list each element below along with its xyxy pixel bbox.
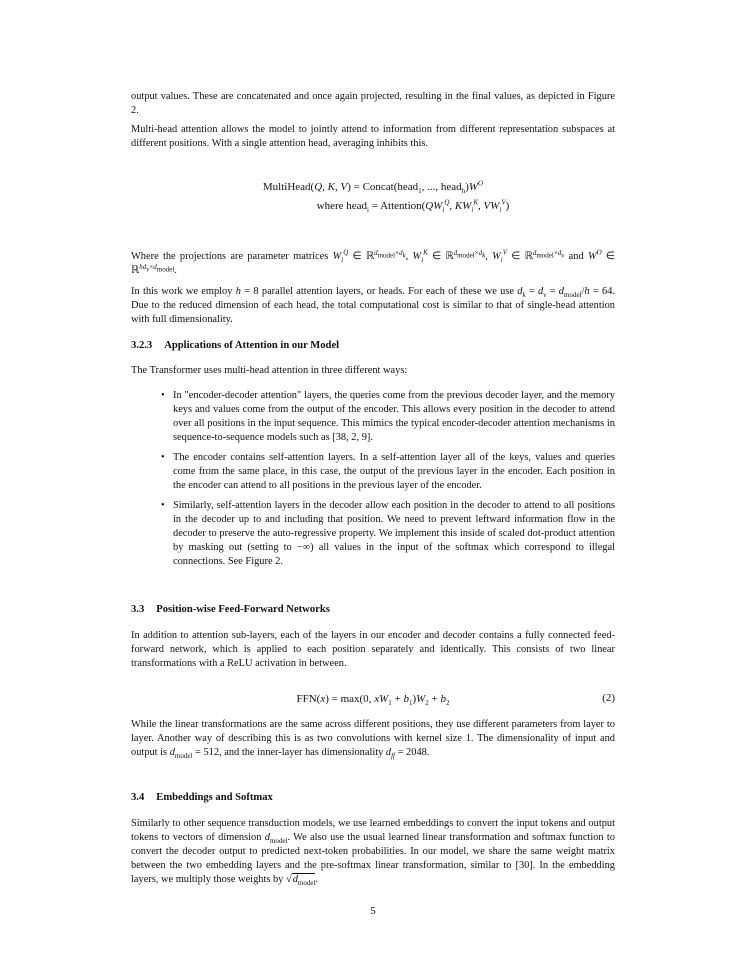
equation-ffn: FFN(x) = max(0, $xW_1 + b_1)W_2 + b_2$ bbox=[296, 693, 450, 708]
equation-head-i: where head$_i$ = $Attention(QW_i^Q$, $KW_i^K$, $VW_i^V$) bbox=[316, 198, 510, 215]
section-heading-3-4: 3.4 Embeddings and Softmax bbox=[131, 792, 273, 803]
list-item: • In "encoder-decoder attention" layers, the queries come from the previous decoder layer, and the memory keys and values come from the output of the encoder. This allows every position in the decoder to attend over all positions in the input sequence. This mimics the typical encoder-decoder attention mechanisms in sequence-to-sequence models such as [38, 2, 9]. bbox=[161, 389, 615, 445]
equation-multihead: MultiHead(Q, K, V) = Concat(head$_1$, ..., $head_h)W^O$ bbox=[262, 179, 484, 196]
list-item: • The encoder contains self-attention layers. In a self-attention layer all of the keys, values and queries come from the same place, in this case, the output of the previous layer in the encoder. Each position in the encoder can attend to all positions in the previous layer of the encoder. bbox=[161, 451, 615, 493]
paragraph-ffn-details: While the linear transformations are the same across different positions, they use different parameters from layer to layer. Another way of describing this is as two convolutions with kernel size 1. The dimensionality of input and output is $d_{model} = 512$, and the inner-layer has dimensionality $d_{ff} = 2048$. bbox=[131, 719, 615, 761]
paragraph-projections: Where the projections are parameter matrices $W_i^Q$ ∈ ℝ$^{d_{model}\times d_k}$, $W_i^K$ ∈ ℝ$^{d_{model}\times d_k}$, $W_i^V$ ∈ ℝ$^{d_{model}\times d_v}$ and $W^O$ ∈ ℝ$^{hd_v\times d_{model}}$. bbox=[131, 248, 615, 276]
paragraph-three-ways: The Transformer uses multi-head attention in three different ways: bbox=[131, 365, 408, 376]
page-number: 5 bbox=[370, 905, 376, 917]
list-item: • Similarly, self-attention layers in the decoder allow each position in the decoder to attend to all positions in the decoder up to and including that position. We need to prevent leftward information flow in the decoder to preserve the auto-regressive property. We implement this inside of scaled dot-product attention by masking out (setting to −∞) all values in the input of the softmax which correspond to illegal connections. See Figure 2. bbox=[161, 499, 615, 569]
attention-uses-list bbox=[161, 389, 615, 575]
section-heading-3-3: 3.3 Position-wise Feed-Forward Networks bbox=[131, 604, 330, 615]
paragraph-multihead-intro: Multi-head attention allows the model to jointly attend to information from different representation subspaces at different positions. With a single attention head, averaging inhibits this. bbox=[131, 124, 615, 149]
paragraph-output-values: output values. These are concatenated and once again projected, resulting in the final values, as depicted in Figure 2. bbox=[131, 91, 615, 116]
equation-number: (2) bbox=[602, 692, 615, 704]
paragraph-ffn-intro: In addition to attention sub-layers, each of the layers in our encoder and decoder contains a fully connected feed-forward network, which is applied to each position separately and identically. This consists of two linear transformations with a ReLU activation in between. bbox=[131, 630, 615, 669]
paragraph-heads: In this work we employ h = 8 parallel attention layers, or heads. For each of these we use $d_k = d_v = d_{model}/h = 64$. Due to the reduced dimension of each head, the total computational cost is similar to that of single-head attention with full dimensionality. bbox=[131, 286, 616, 325]
paragraph-embeddings: Similarly to other sequence transduction models, we use learned embeddings to convert the input tokens and output tokens to vectors of dimension $d_{model}$. We also use the usual learned linear transformation and softmax function to convert the decoder output to predicted next-token probabilities. In our model, we share the same weight matrix between the two embedding layers and the pre-softmax linear transformation, similar to [30]. In the embedding layers, we multiply those weights by $√d_{model}$. bbox=[131, 818, 615, 888]
section-heading-3-2-3: 3.2.3 Applications of Attention in our Model bbox=[131, 340, 340, 351]
